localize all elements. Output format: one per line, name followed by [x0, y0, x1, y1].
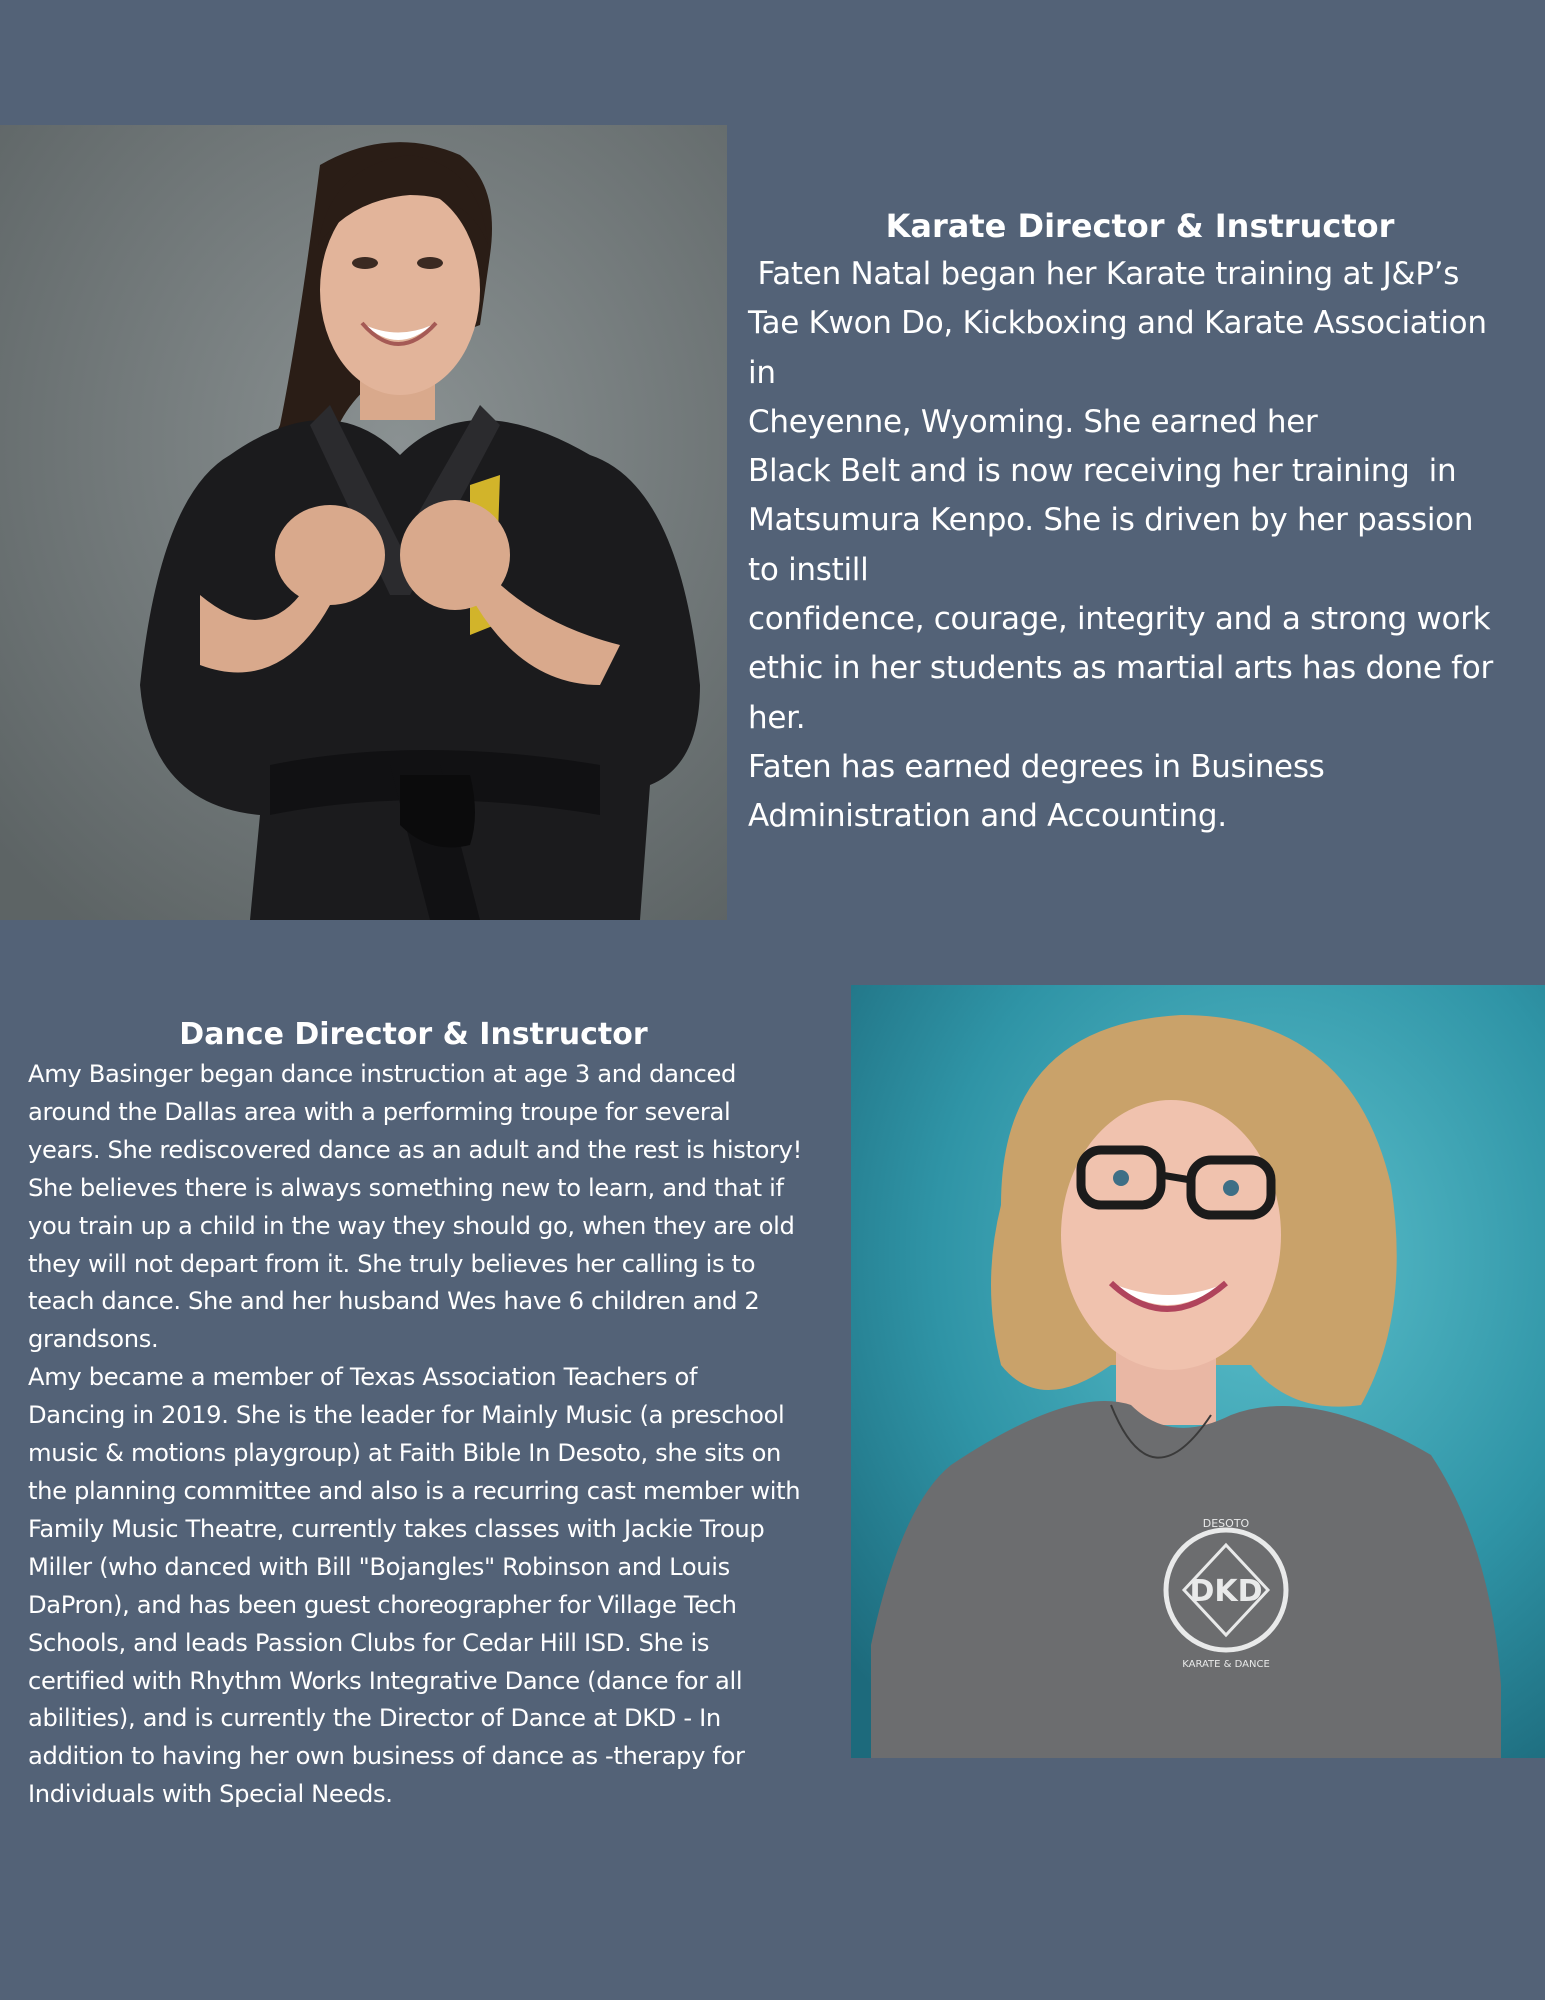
dance-instructor-photo — [851, 985, 1545, 1758]
karate-bio-line: to instill — [748, 551, 869, 588]
dance-bio-line: music & motions playgroup) at Faith Bible In Desoto, she sits on — [28, 1439, 782, 1468]
dance-bio-line: Individuals with Special Needs. — [28, 1780, 393, 1809]
karate-bio-line: Administration and Accounting. — [748, 798, 1227, 835]
dance-bio-line: Miller (who danced with Bill "Bojangles" Robinson and Louis — [28, 1552, 730, 1581]
dance-bio-line: you train up a child in the way they should go, when they are old — [28, 1211, 795, 1240]
karate-bio-line: Tae Kwon Do, Kickboxing and Karate Association — [748, 305, 1487, 342]
shirt-logo-bottom: KARATE & DANCE — [1182, 1659, 1270, 1670]
karate-bio-line: Cheyenne, Wyoming. She earned her — [748, 403, 1318, 440]
dance-bio-line: Schools, and leads Passion Clubs for Cedar Hill ISD. She is — [28, 1628, 710, 1657]
karate-bio-line: Faten has earned degrees in Business — [748, 748, 1325, 785]
dance-bio-line: the planning committee and also is a recurring cast member with — [28, 1476, 801, 1505]
shirt-logo-main: DKD — [1189, 1574, 1263, 1609]
dance-section-title: Dance Director & Instructor — [179, 1017, 648, 1052]
karate-bio-line: confidence, courage, integrity and a strong work — [748, 601, 1491, 638]
karate-instructor-photo — [0, 125, 727, 920]
dance-bio-line: DaPron), and has been guest choreographer for Village Tech — [28, 1590, 737, 1619]
karate-bio-line: Black Belt and is now receiving her training in — [748, 453, 1457, 490]
dance-bio-line: certified with Rhythm Works Integrative Dance (dance for all — [28, 1666, 743, 1695]
dance-bio-line: Amy became a member of Texas Association Teachers of — [28, 1363, 698, 1392]
dance-bio-line: grandsons. — [28, 1325, 159, 1354]
dance-bio-line: around the Dallas area with a performing troupe for several — [28, 1097, 731, 1126]
dance-bio-line: She believes there is always something new to learn, and that if — [28, 1173, 784, 1202]
karate-section-title: Karate Director & Instructor — [885, 207, 1395, 245]
dance-bio-line: Dancing in 2019. She is the leader for Mainly Music (a preschool — [28, 1401, 785, 1430]
dance-bio-line: years. She rediscovered dance as an adult and the rest is history! — [28, 1135, 802, 1164]
karate-bio-section — [748, 202, 1538, 842]
dance-bio-text — [28, 1056, 838, 1814]
dance-bio-line: they will not depart from it. She truly believes her calling is to — [28, 1249, 756, 1278]
karate-bio-line: in — [748, 354, 776, 391]
karate-bio-line: Faten Natal began her Karate training at J&P’s — [748, 256, 1460, 292]
karate-bio-text — [748, 250, 1538, 842]
dance-bio-line: Amy Basinger began dance instruction at age 3 and danced — [28, 1060, 737, 1088]
dance-bio-section — [28, 1014, 838, 1814]
dance-bio-line: Family Music Theatre, currently takes classes with Jackie Troup — [28, 1514, 765, 1543]
karate-bio-line: her. — [748, 699, 806, 736]
shirt-logo-top: DESOTO — [1202, 1517, 1250, 1530]
karate-bio-line: Matsumura Kenpo. She is driven by her passion — [748, 502, 1474, 539]
dance-bio-line: abilities), and is currently the Director of Dance at DKD - In — [28, 1704, 721, 1733]
karate-bio-line: ethic in her students as martial arts has done for — [748, 650, 1493, 687]
dance-bio-line: addition to having her own business of dance as -therapy for — [28, 1742, 745, 1771]
dance-bio-line: teach dance. She and her husband Wes have 6 children and 2 — [28, 1287, 760, 1316]
